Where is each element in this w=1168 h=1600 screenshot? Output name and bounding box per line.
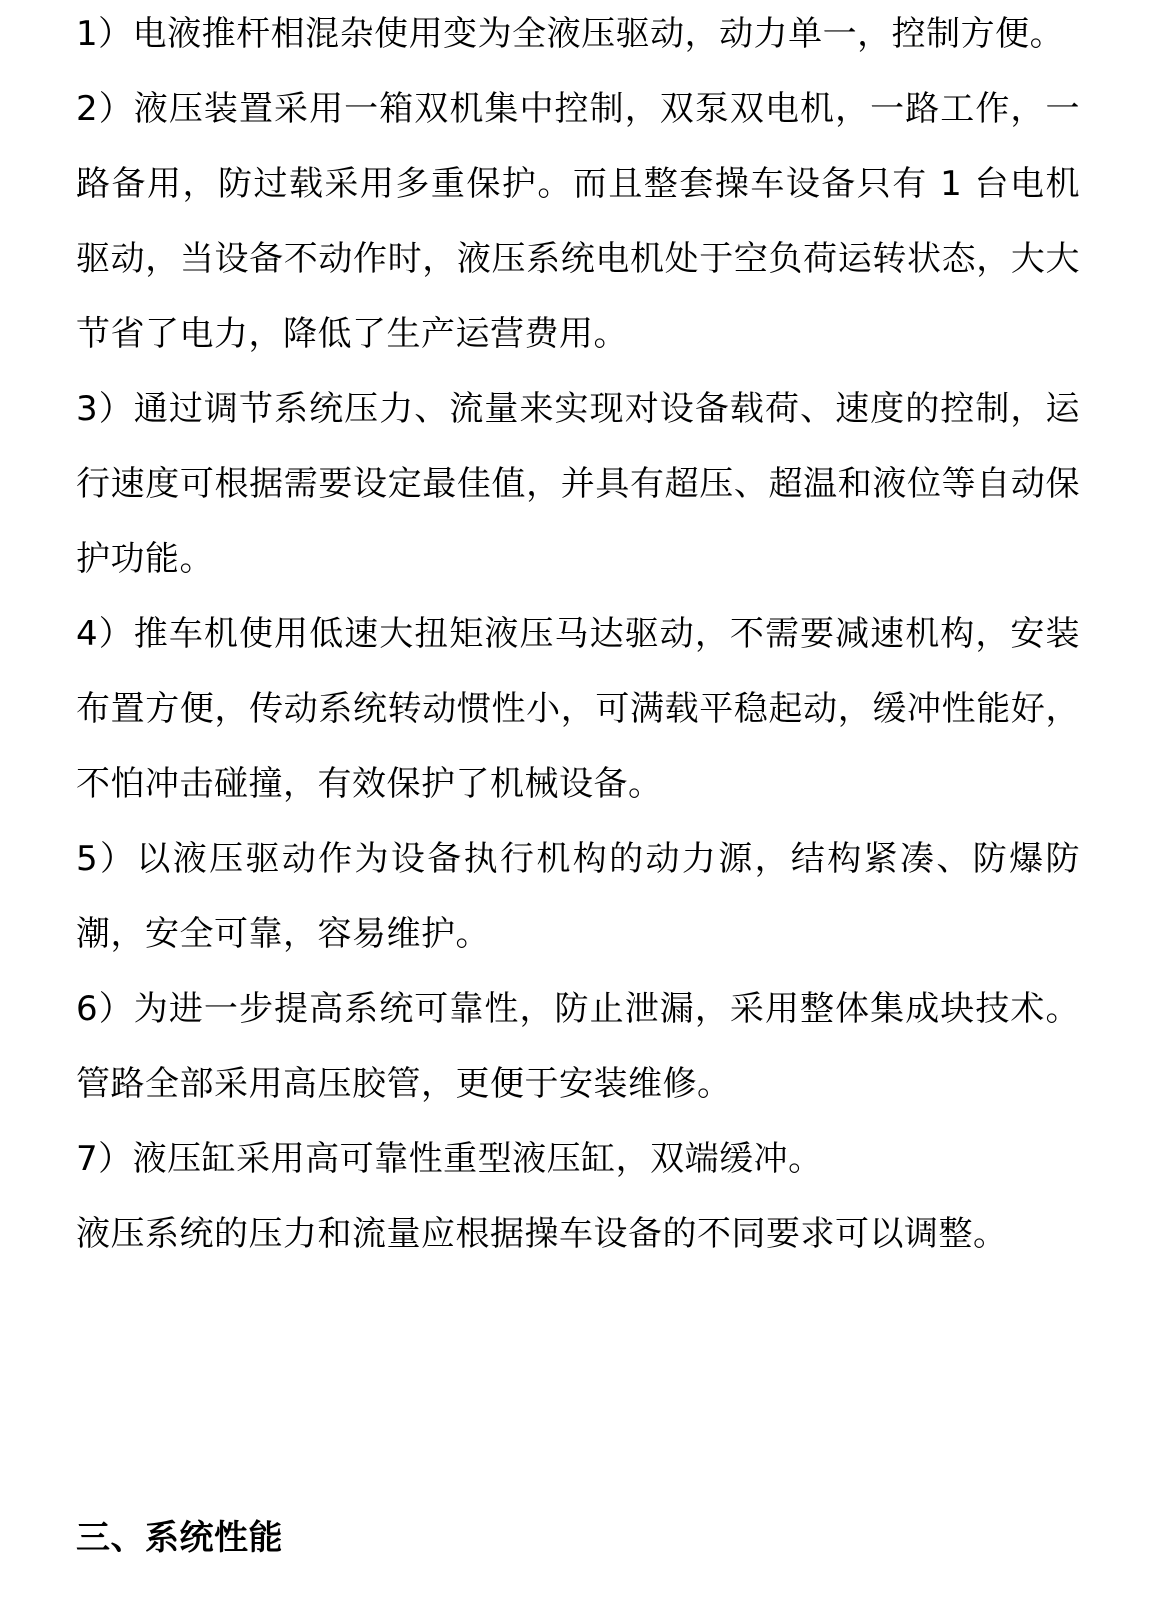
paragraph-feature-5: 5）以液压驱动作为设备执行机构的动力源，结构紧凑、防爆防潮，安全可靠，容易维护。 [76, 839, 1080, 954]
paragraph-closing-note: 液压系统的压力和流量应根据操车设备的不同要求可以调整。 [76, 1214, 1008, 1254]
paragraph-feature-3: 3）通过调节系统压力、流量来实现对设备载荷、速度的控制，运行速度可根据需要设定最佳值，并具有超压、超温和液位等自动保护功能。 [76, 389, 1080, 579]
paragraph-feature-6: 6）为进一步提高系统可靠性，防止泄漏，采用整体集成块技术。管路全部采用高压胶管，更便于安装维修。 [76, 989, 1080, 1104]
paragraph-feature-4: 4）推车机使用低速大扭矩液压马达驱动，不需要减速机构，安装布置方便，传动系统转动惯性小，可满载平稳起动，缓冲性能好，不怕冲击碰撞，有效保护了机械设备。 [76, 614, 1080, 804]
section-heading: 三、系统性能 [76, 1518, 283, 1558]
paragraph-feature-2: 2）液压装置采用一箱双机集中控制，双泵双电机，一路工作，一路备用，防过载采用多重保护。而且整套操车设备只有 1 台电机驱动，当设备不动作时，液压系统电机处于空负荷运转状态，大大节省了电力，降低了生产运营费用。 [76, 89, 1080, 354]
paragraph-feature-7: 7）液压缸采用高可靠性重型液压缸，双端缓冲。 [76, 1139, 823, 1179]
paragraph-feature-1: 1）电液推杆相混杂使用变为全液压驱动，动力单一，控制方便。 [76, 14, 1065, 54]
document-body [76, 0, 1080, 1272]
